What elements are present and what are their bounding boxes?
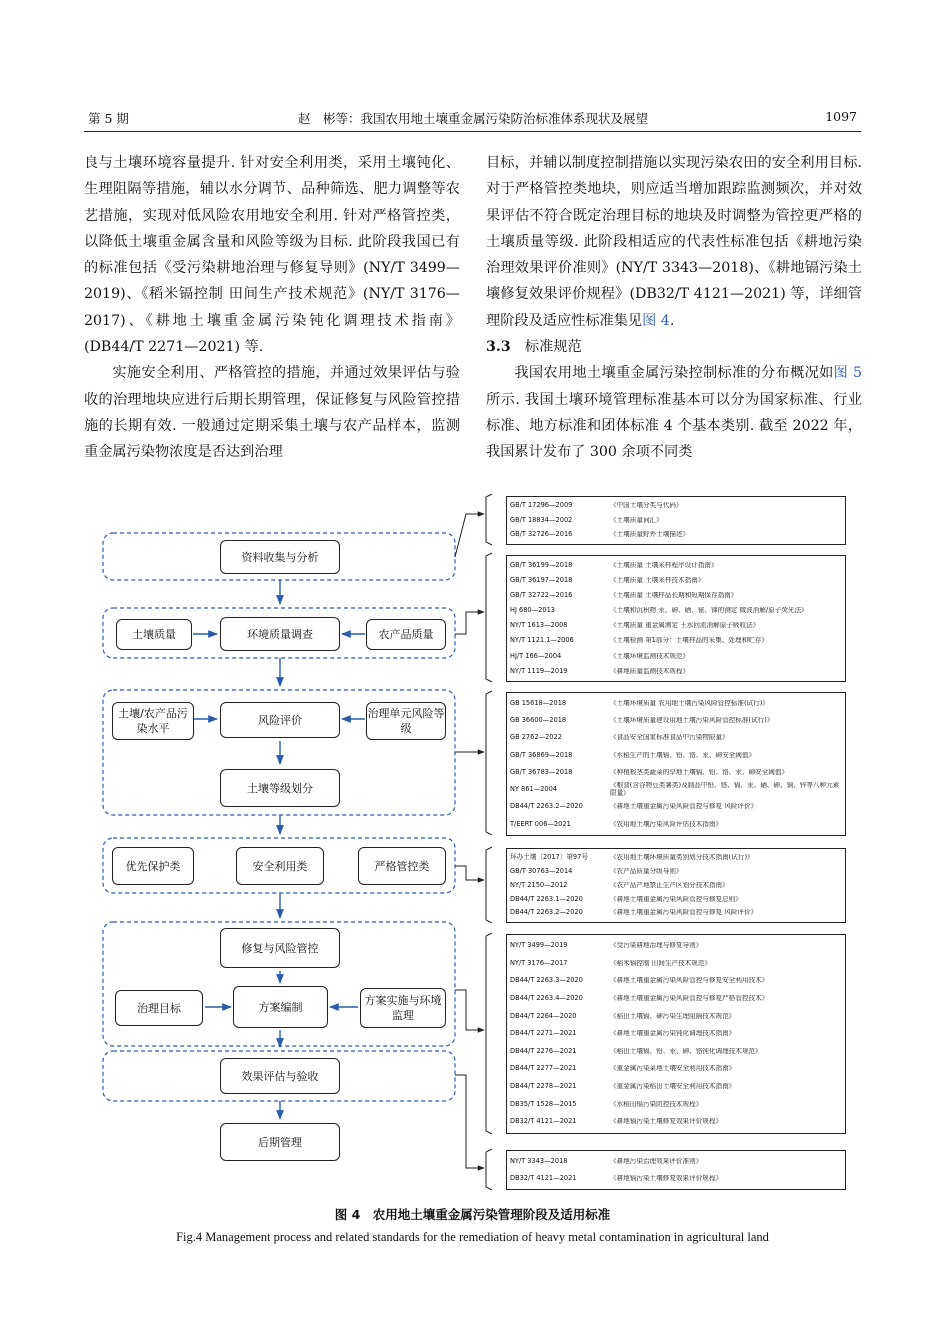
standard-code: GB/T 32722—2016 [510,591,573,600]
standard-code: NY/T 1121.1—2006 [510,636,574,645]
standard-title: 《农用地土壤环境质量类别划分技术指南(试行)》 [610,854,754,862]
standards-list [506,692,846,836]
section-heading: 3.3 标准规范 [486,339,582,356]
standard-title: 《水稻田镉污染防控技术规程》 [610,1100,703,1108]
standard-row [510,634,842,649]
box-strict-control: 严格管控类 [358,847,446,885]
standards-list [506,934,846,1134]
standard-code: DB44/T 2278—2021 [510,1082,577,1091]
bracket [486,933,492,1134]
standard-row [510,603,842,618]
standard-title: 《耕地土壤重金属污染风险管控与修复 风险评价》 [610,909,758,917]
box-pollution-level: 土壤/农产品污染水平 [112,702,194,740]
standard-title: 《耕地镉污染土壤修复效果评价规程》 [610,1118,723,1126]
standard-title: 《耕地土壤重金属污染钝化调理技术指南》 [610,1030,736,1038]
paragraph: 目标，并辅以制度控制措施以实现污染农田的安全利用目标. 对于严格管控类地块，则应适当增加跟踪监测频次，并对效果评估不符合既定治理目标的地块及时调整为管控更严格的土壤质量等级. 此阶段相适应的代表性标准包括《耕地污染治理效果评价准则》(NY/T 3343—2018)、《耕地镉污染土壤修复效果评价规程》(DB32/T 4121—2021) 等，详细管理阶段及适应性标准集见图 4. [486,155,862,329]
standard-title: 《土壤质量 土壤采样程序设计指南》 [610,561,718,569]
box-evaluation: 效果评估与验收 [220,1058,340,1094]
standard-row [510,781,842,798]
box-implementation: 方案实施与环境监理 [360,988,446,1028]
bracket [486,494,492,545]
standard-title: 《农产品质量分级导则》 [610,867,683,875]
standard-code: NY/T 3499—2019 [510,941,568,950]
figure-caption-en: Fig.4 Management process and related standards for the remediation of heavy metal contamination in agricultural land [176,1230,769,1244]
standard-row [510,1113,842,1131]
standard-title: 《种植根茎类蔬菜的旱地土壤镉、铅、铬、汞、砷安全阈值》 [610,768,789,776]
standard-title: 《食品安全国家标准食品中污染物限量》 [610,734,729,742]
box-risk-assessment: 风险评价 [220,702,340,738]
standard-code: DB44/T 2263.2—2020 [510,802,583,811]
paragraph: 我国农用地土壤重金属污染控制标准的分布概况如图 5所示. 我国土壤环境管理标准基本可以分为国家标准、行业标准、地方标准和团体标准 4 个基本类别. 截至 2022 年，我国累计发布了 300 余项不同类 [486,365,862,461]
standards-list [506,555,846,682]
standard-row [510,558,842,573]
figure-link[interactable]: 图 5 [833,365,862,382]
standard-row [510,695,842,712]
paragraph: 实施安全利用、严格管控的措施，并通过效果评估与验收的治理地块应进行后期长期管理，保证修复与风险管控措施的长期有效. 一般通过定期采集土壤与农产品样本，监测重金属污染物浓度是否达到治理 [84,365,460,461]
standard-title: 《土壤环境监测技术规范》 [610,652,690,660]
standard-title: 《土壤环境质量 农用地土壤污染风险管控标准(试行)》 [610,699,769,707]
standard-code: HJ 680—2013 [510,606,555,615]
standard-title: 《受污染耕地治理与修复导则》 [610,942,703,950]
standard-title: 《稻田土壤镉、砷污染生理阻隔技术规范》 [610,1012,736,1020]
standard-row [510,664,842,679]
issue-number: 第 5 期 [88,111,129,126]
standard-code: GB/T 17296—2009 [510,501,573,510]
standard-code: NY/T 3343—2018 [510,1156,568,1165]
standard-title: 《耕地质量监测技术规程》 [610,667,690,675]
standard-code: NY/T 3176—2017 [510,958,568,967]
stage-connector [455,514,484,557]
standard-title: 《耕地土壤重金属污染风险管控与修复安全利用技术》 [610,977,769,985]
standard-code: DB44/T 2263.4—2020 [510,993,583,1002]
stage-connector [455,1075,484,1168]
standard-row [510,528,842,542]
running-title: 赵 彬等：我国农用地土壤重金属污染防治标准体系现状及展望 [298,111,649,126]
standard-row [510,906,842,920]
standard-row [510,865,842,879]
standard-code: DB44/T 2276—2021 [510,1046,577,1055]
box-plan: 方案编制 [233,986,328,1028]
box-environment-survey: 环境质量调查 [220,617,340,651]
standard-title: 《稻田土壤镉、铅、汞、砷、铬钝化调理技术规范》 [610,1047,762,1055]
standard-code: DB32/T 4121—2021 [510,1173,577,1182]
standard-title: 《稻米镉控制 田间生产技术规范》 [610,959,712,967]
standard-code: GB/T 36199—2018 [510,560,573,569]
standard-row [510,1153,842,1170]
standard-row [510,588,842,603]
box-data-collection: 资料收集与分析 [220,540,340,574]
standard-title: 《农用地土壤污染风险评估技术指南》 [610,820,723,828]
standard-row [510,955,842,973]
stage-connector [455,612,484,634]
standard-row [510,764,842,781]
standard-code: DB44/T 2277—2021 [510,1064,577,1073]
standard-row [510,1078,842,1096]
standard-title: 《耕地污染治理效果评价准则》 [610,1157,703,1165]
standard-title: 《土壤质量 土壤采样技术指南》 [610,576,705,584]
standard-code: DB44/T 2264—2020 [510,1011,577,1020]
standard-title: 《中国土壤分类与代码》 [610,502,683,510]
standard-code: DB44/T 2263.3—2020 [510,976,583,985]
standard-title: 《耕地土壤重金属污染风险管控与修复严格管控技术》 [610,994,769,1002]
bracket [486,691,492,835]
standard-title: 《耕地镉污染土壤修复效果评价规程》 [610,1174,723,1182]
standard-row [510,1096,842,1114]
standard-code: GB/T 18834—2002 [510,515,573,524]
standard-title: 《水稻生产的土壤镉、铅、铬、汞、砷安全阈值》 [610,751,756,759]
standards-list [506,496,846,545]
box-soil-quality: 土壤质量 [116,619,192,650]
box-unit-risk-grade: 治理单元风险等级 [366,702,446,740]
standard-title: 《粮食(含谷物豆类薯类)及制品中铅、铬、镉、汞、硒、砷、铜、锌等八种元素限量》 [610,782,840,797]
standard-code: T/EERT 006—2021 [510,819,571,828]
standard-row [510,747,842,764]
standard-code: NY/T 1613—2008 [510,621,568,630]
figure-caption-cn: 图 4 农用地土壤重金属污染管理阶段及适用标准 [334,1207,611,1222]
standard-title: 《耕地土壤重金属污染风险管控与修复 风险评价》 [610,803,758,811]
standard-row [510,879,842,893]
standard-row [510,816,842,833]
standard-row [510,730,842,747]
standard-code: GB/T 32726—2016 [510,530,573,539]
standard-code: GB/T 30763—2014 [510,866,573,875]
standard-title: 《耕地土壤重金属污染风险管控与修复总则》 [610,895,742,903]
standard-row [510,799,842,816]
standard-code: DB32/T 4121—2021 [510,1117,577,1126]
standard-title: 《土壤检测 第1部分：土壤样品的采集、处理和贮存》 [610,637,768,645]
box-safe-use: 安全利用类 [236,847,324,885]
standard-title: 《土壤质量野外土壤描述》 [610,531,690,539]
standard-title: 《重金属污染菜地土壤安全利用技术指南》 [610,1065,736,1073]
box-priority-protection: 优先保护类 [112,847,194,885]
standard-title: 《农产品产地禁止生产区划分技术指南》 [610,881,729,889]
box-remediation: 修复与风险管控 [220,928,340,968]
stage-connector [455,990,484,1030]
page-number: 1097 [825,109,857,124]
bracket [486,1149,492,1190]
standard-row [510,972,842,990]
standard-row [510,573,842,588]
standard-code: GB 2762—2022 [510,733,562,742]
standard-code: GB 36600—2018 [510,716,567,725]
standard-title: 《土壤质量 土壤样品长期和短期保存指南》 [610,592,738,600]
bracket [486,847,492,923]
standard-row [510,712,842,729]
standard-code: GB/T 36197—2018 [510,575,573,584]
standard-row [510,513,842,527]
standard-code: GB/T 36783—2018 [510,767,573,776]
standard-title: 《土壤和沉积物 汞、砷、硒、铋、锑的测定 微波消解/原子荧光法》 [610,607,808,615]
standard-code: GB 15618—2018 [510,698,567,707]
standards-list [506,848,846,923]
standard-row [510,1043,842,1061]
bracket [486,553,492,682]
stage-connector [455,866,484,880]
standard-row [510,649,842,664]
standard-code: DB44/T 2263.1—2020 [510,894,583,903]
standard-row [510,619,842,634]
standard-title: 《土壤质量词汇》 [610,516,663,524]
standard-code: GB/T 36869—2018 [510,750,573,759]
standard-code: NY/T 1119—2019 [510,666,568,675]
standard-code: 环办土壤〔2017〕第97号 [510,853,588,862]
box-post-management: 后期管理 [220,1123,340,1161]
figure-link[interactable]: 图 4 [642,312,670,329]
standard-code: HJ/T 166—2004 [510,651,562,660]
standard-row [510,1060,842,1078]
standard-row [510,851,842,865]
standard-row [510,892,842,906]
standard-code: DB44/T 2271—2021 [510,1029,577,1038]
standard-row [510,937,842,955]
standard-code: NY/T 2150—2012 [510,880,568,889]
box-soil-grading: 土壤等级划分 [220,769,340,807]
box-targets: 治理目标 [115,990,203,1026]
standard-title: 《土壤质量 重金属测定 王水回流消解原子吸收法》 [610,622,760,630]
standard-code: DB44/T 2263.2—2020 [510,908,583,917]
standard-title: 《重金属污染稻田土壤安全利用技术指南》 [610,1083,736,1091]
standard-title: 《土壤环境质量建设用地土壤污染风险管控标准(试行)》 [610,717,774,725]
standards-list [506,1150,846,1190]
standard-row [510,1170,842,1187]
standard-row [510,1008,842,1026]
standard-row [510,990,842,1008]
standard-row [510,1025,842,1043]
standard-code: NY 861—2004 [510,785,558,794]
box-produce-quality: 农产品质量 [366,619,446,650]
standard-code: DB35/T 1528—2015 [510,1099,577,1108]
paragraph: 良与土壤环境容量提升. 针对安全利用类，采用土壤钝化、生理阻隔等措施，辅以水分调节、品种筛选、肥力调整等农艺措施，实现对低风险农用地安全利用. 针对严格管控类，以降低土壤重金属含量和风险等级为目标. 此阶段我国已有的标准包括《受污染耕地治理与修复导则》(NY/T 3499—2019)、《稻米镉控制 田间生产技术规范》(NY/T 3176—2017)、《耕地土壤重金属污染钝化调理技术指南》(DB44/T 2271—2021) 等. [84,155,460,356]
standard-row [510,499,842,513]
